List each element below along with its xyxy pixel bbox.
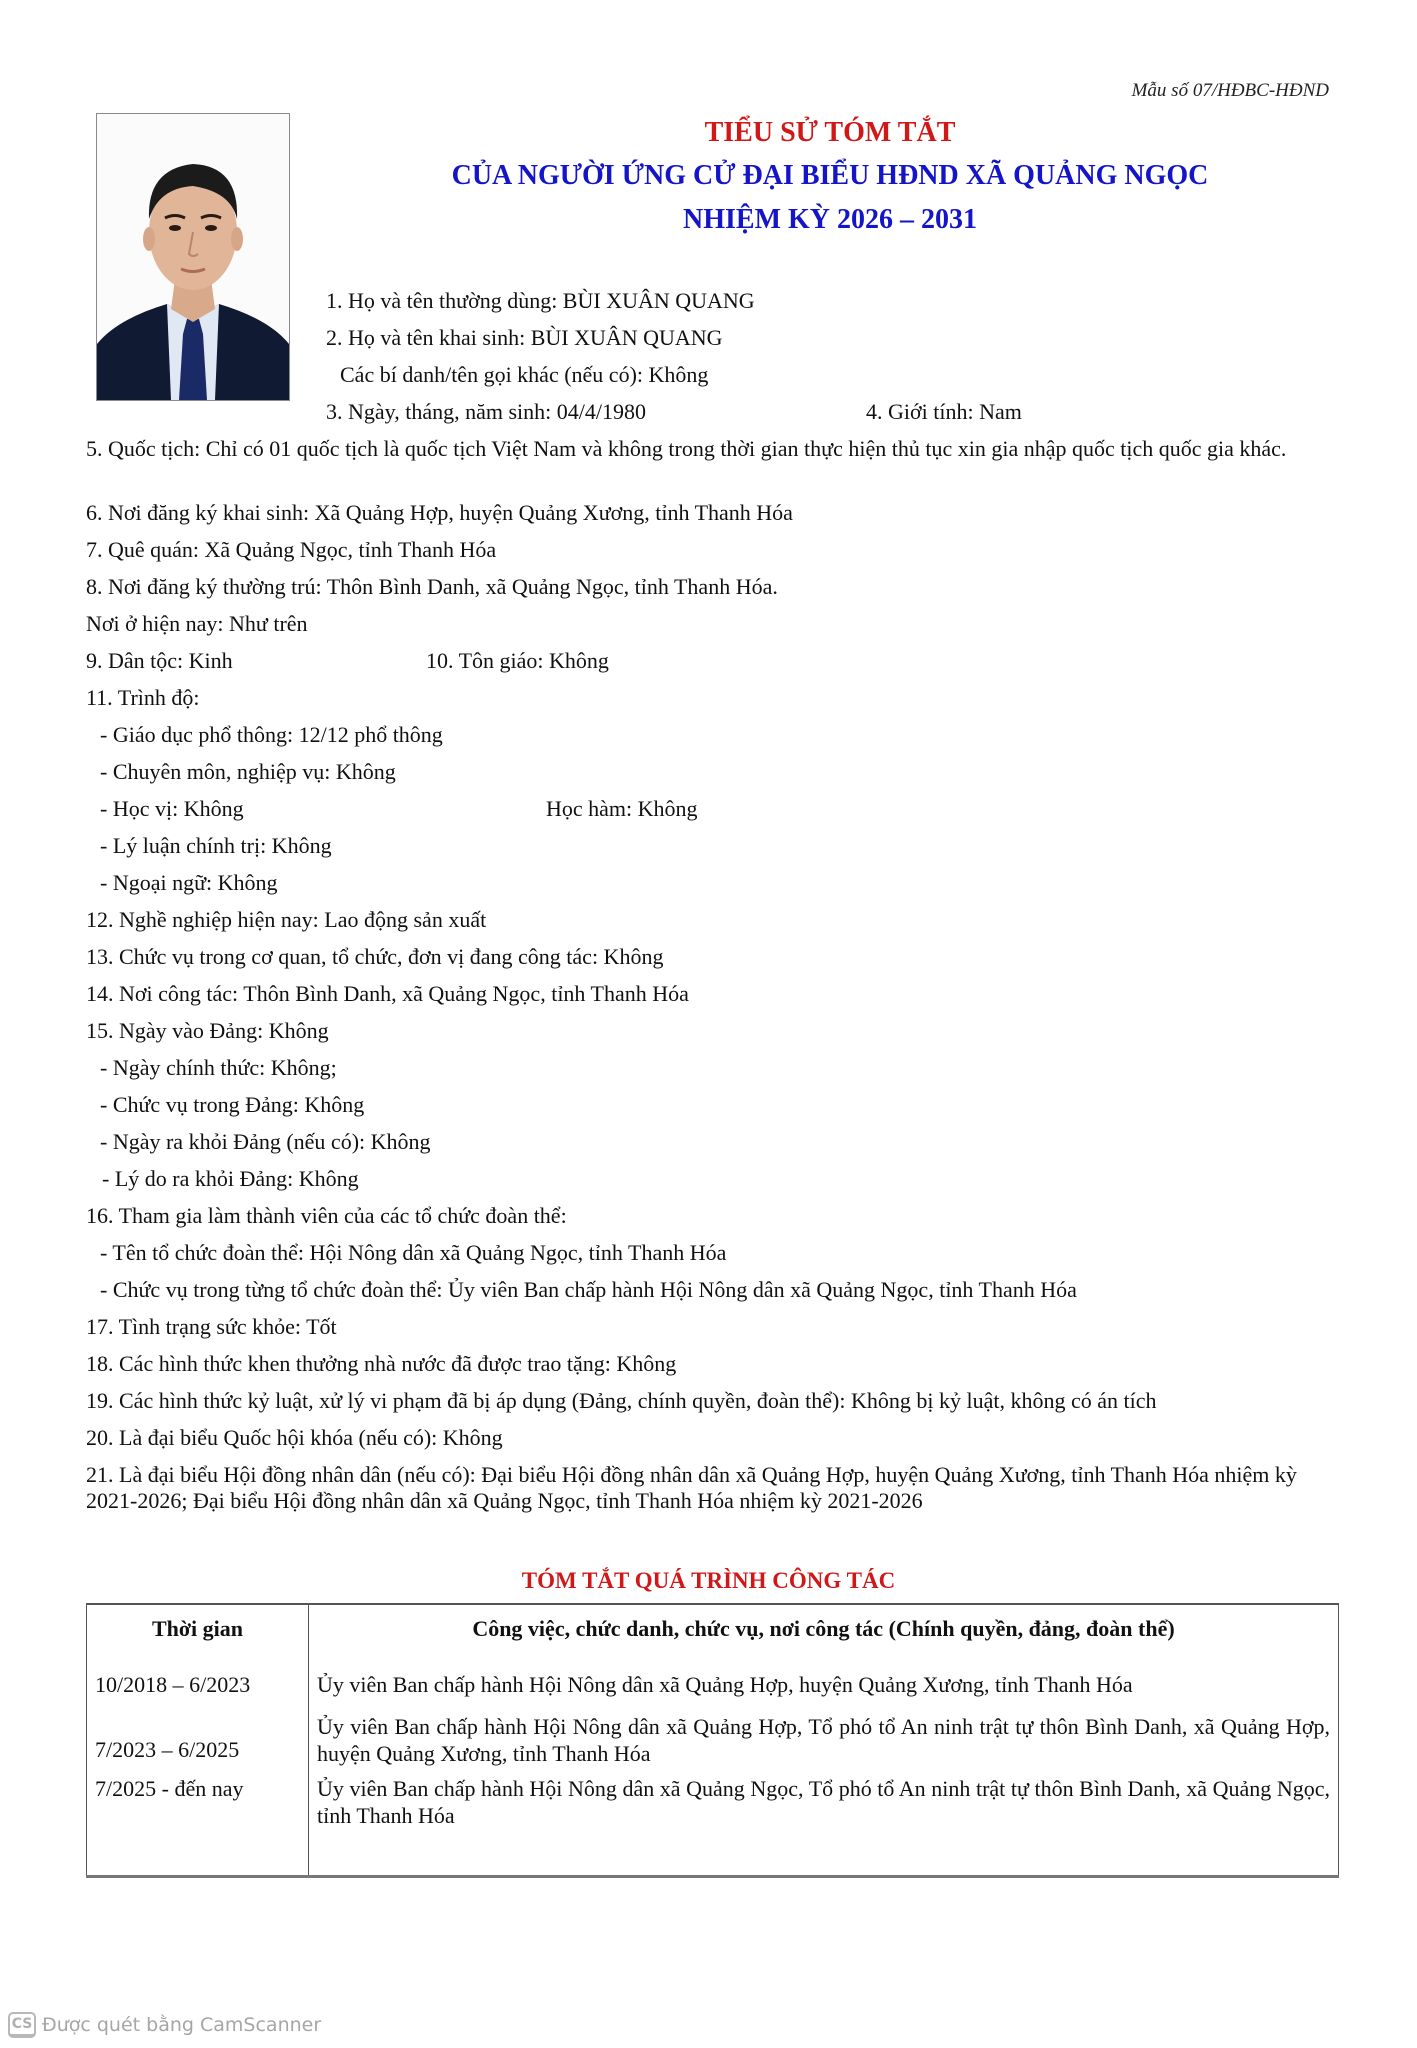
document-title (380, 112, 1280, 242)
field-organization-position: - Chức vụ trong từng tổ chức đoàn thể: Ủy viên Ban chấp hành Hội Nông dân xã Quảng Ngọc, tỉnh Thanh Hóa (100, 1277, 1077, 1302)
field-professional-qualification: - Chuyên môn, nghiệp vụ: Không (100, 759, 396, 784)
field-party-leave-reason: - Lý do ra khỏi Đảng: Không (102, 1166, 359, 1191)
table-row (87, 1671, 1339, 1701)
title-line-2: CỦA NGƯỜI ỨNG CỬ ĐẠI BIỂU HĐND XÃ QUẢNG NGỌC (451, 160, 1209, 191)
field-hometown: 7. Quê quán: Xã Quảng Ngọc, tỉnh Thanh Hóa (86, 537, 497, 562)
column-header-time: Thời gian (87, 1604, 309, 1671)
field-general-education: - Giáo dục phổ thông: 12/12 phổ thông (100, 722, 443, 747)
field-discipline: 19. Các hình thức kỷ luật, xử lý vi phạm đã bị áp dụng (Đảng, chính quyền, đoàn thể): Không bị kỷ luật, không có án tích (86, 1388, 1157, 1413)
field-birth-registration: 6. Nơi đăng ký khai sinh: Xã Quảng Hợp, huyện Quảng Xương, tỉnh Thanh Hóa (86, 500, 793, 525)
row-time: 7/2025 - đến nay (87, 1771, 309, 1876)
field-occupation: 12. Nghề nghiệp hiện nay: Lao động sản xuất (86, 907, 487, 932)
camscanner-logo-icon: CS (8, 2012, 36, 2038)
work-history-title: TÓM TẮT QUÁ TRÌNH CÔNG TÁC (521, 1568, 896, 1593)
field-academic-title: Học hàm: Không (546, 796, 698, 821)
field-party-join-date: 15. Ngày vào Đảng: Không (86, 1018, 329, 1043)
field-education-heading: 11. Trình độ: (86, 685, 200, 710)
field-foreign-language: - Ngoại ngữ: Không (100, 870, 278, 895)
field-political-theory: - Lý luận chính trị: Không (100, 833, 332, 858)
portrait-photo (96, 113, 290, 401)
field-awards: 18. Các hình thức khen thưởng nhà nước đã được trao tặng: Không (86, 1351, 677, 1376)
field-position: 13. Chức vụ trong cơ quan, tổ chức, đơn vị đang công tác: Không (86, 944, 664, 969)
field-nationality: 5. Quốc tịch: Chỉ có 01 quốc tịch là quốc tịch Việt Nam và không trong thời gian thực hiện thủ tục xin gia nhập quốc tịch quốc gia khác. (86, 436, 1287, 461)
field-aliases: Các bí danh/tên gọi khác (nếu có): Không (340, 362, 709, 387)
field-ethnicity: 9. Dân tộc: Kinh (86, 648, 233, 673)
form-code: Mẫu số 07/HĐBC-HĐND (1131, 80, 1329, 101)
field-birth-date: 3. Ngày, tháng, năm sinh: 04/4/1980 (326, 399, 646, 424)
row-description: Ủy viên Ban chấp hành Hội Nông dân xã Quảng Hợp, Tổ phó tổ An ninh trật tự thôn Bình Danh, xã Quảng Hợp, huyện Quảng Xương, tỉnh Thanh Hóa (309, 1701, 1339, 1771)
title-line-1: TIỂU SỬ TÓM TẮT (704, 117, 956, 148)
field-party-official-date: - Ngày chính thức: Không; (100, 1055, 337, 1080)
field-peoples-council: 21. Là đại biểu Hội đồng nhân dân (nếu có): Đại biểu Hội đồng nhân dân xã Quảng Hợp, huyện Quảng Xương, tỉnh Thanh Hóa nhiệm kỳ 2021-2026; Đại biểu Hội đồng nhân dân xã Quảng Ngọc, tỉnh Thanh Hóa nhiệm kỳ 2021-2026 (86, 1462, 1297, 1513)
field-national-assembly: 20. Là đại biểu Quốc hội khóa (nếu có): Không (86, 1425, 503, 1450)
field-workplace: 14. Nơi công tác: Thôn Bình Danh, xã Quảng Ngọc, tỉnh Thanh Hóa (86, 981, 689, 1006)
row-time: 10/2018 – 6/2023 (87, 1671, 309, 1701)
portrait-image (97, 114, 289, 400)
row-description: Ủy viên Ban chấp hành Hội Nông dân xã Quảng Ngọc, Tổ phó tổ An ninh trật tự thôn Bình Danh, xã Quảng Ngọc, tỉnh Thanh Hóa (309, 1771, 1339, 1876)
field-permanent-residence: 8. Nơi đăng ký thường trú: Thôn Bình Danh, xã Quảng Ngọc, tỉnh Thanh Hóa. (86, 574, 778, 599)
field-party-leave-date: - Ngày ra khỏi Đảng (nếu có): Không (100, 1129, 431, 1154)
camscanner-watermark (8, 2012, 321, 2038)
field-current-residence: Nơi ở hiện nay: Như trên (86, 611, 308, 636)
title-line-3: NHIỆM KỲ 2026 – 2031 (683, 204, 977, 235)
field-party-position: - Chức vụ trong Đảng: Không (100, 1092, 365, 1117)
field-common-name: 1. Họ và tên thường dùng: BÙI XUÂN QUANG (326, 288, 755, 313)
row-time: 7/2023 – 6/2025 (87, 1701, 309, 1771)
field-organizations-heading: 16. Tham gia làm thành viên của các tổ chức đoàn thể: (86, 1203, 567, 1228)
table-row (87, 1771, 1339, 1876)
field-health: 17. Tình trạng sức khỏe: Tốt (86, 1314, 337, 1339)
field-gender: 4. Giới tính: Nam (866, 399, 1022, 424)
row-description: Ủy viên Ban chấp hành Hội Nông dân xã Quảng Hợp, huyện Quảng Xương, tỉnh Thanh Hóa (309, 1671, 1339, 1701)
table-header-row (87, 1604, 1339, 1671)
column-header-description: Công việc, chức danh, chức vụ, nơi công tác (Chính quyền, đảng, đoàn thể) (309, 1604, 1339, 1671)
field-religion: 10. Tôn giáo: Không (426, 648, 609, 673)
field-academic-degree: - Học vị: Không (100, 796, 244, 821)
field-organization-name: - Tên tổ chức đoàn thể: Hội Nông dân xã Quảng Ngọc, tỉnh Thanh Hóa (100, 1240, 727, 1265)
field-birth-name: 2. Họ và tên khai sinh: BÙI XUÂN QUANG (326, 325, 723, 350)
watermark-text: Được quét bằng CamScanner (42, 2014, 322, 2036)
table-row (87, 1701, 1339, 1771)
work-history-table (86, 1603, 1339, 1878)
